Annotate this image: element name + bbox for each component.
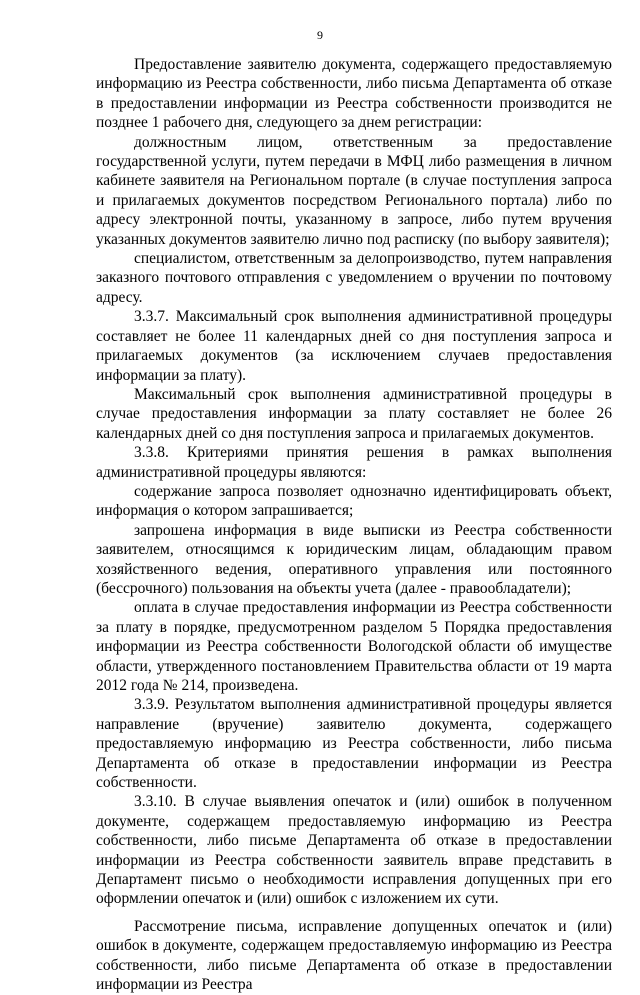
- paragraph-3-3-8: 3.3.8. Критериями принятия решения в рамках выполнения административной процедуры являются:: [96, 444, 612, 481]
- paragraph-criterion-identification: содержание запроса позволяет однозначно идентифицировать объект, информация о котором запрашивается;: [96, 482, 612, 520]
- paragraph-3-3-7: 3.3.7. Максимальный срок выполнения административной процедуры составляет не более 11 календарных дней со дня поступления запроса и прилагаемых документов (за исключением случаев предоставления информации за плату).: [96, 308, 612, 384]
- paragraph-3-3-9: 3.3.9. Результатом выполнения административной процедуры является направление (вручение) заявителю документа, содержащего предоставляемую информацию из Реестра собственности, либо письма Департамента об отказе в предоставлении информации из Реестра собственности.: [96, 696, 612, 792]
- paragraph-criterion-extract: запрошена информация в виде выписки из Реестра собственности заявителем, относящимся к юридическим лицам, обладающим правом хозяйственного ведения, оперативного управления или постоянного (бессрочного) пользования на объекты учета (далее - правообладатели);: [96, 521, 612, 597]
- paragraph-criterion-payment: оплата в случае предоставления информации из Реестра собственности за плату в порядке, предусмотренном разделом 5 Порядка предоставления информации из Реестра собственности Вологодской области об имуществе области, утвержденного постановлением Правительства области от 19 марта 2012 года № 214, произведена.: [96, 599, 612, 694]
- document-body: [96, 55, 612, 995]
- paragraph-official-delivery: должностным лицом, ответственным за предоставление государственной услуги, путем передачи в МФЦ либо размещения в личном кабинете заявителя на Региональном портале (в случае поступления запроса и прилагаемых документов посредством Регионального портала) либо по адресу электронной почты, указанному в запросе, либо путем вручения указанных документов заявителю лично под расписку (по выбору заявителя);: [96, 133, 612, 248]
- paragraph-3-3-10: 3.3.10. В случае выявления опечаток и (или) ошибок в полученном документе, содержащем предоставляемую информацию из Реестра собственности, либо письме Департамента об отказе в предоставлении информации из Реестра собственности заявитель вправе представить в Департамент письмо о необходимости исправления допущенных при его оформлении опечаток и (или) ошибок с изложением их сути.: [96, 793, 612, 908]
- page-number: 9: [317, 28, 323, 42]
- paragraph-delivery-intro: Предоставление заявителю документа, содержащего предоставляемую информацию из Реестра собственности, либо письма Департамента об отказе в предоставлении информации из Реестра собственности производится не позднее 1 рабочего дня, следующего за днем регистрации:: [96, 56, 612, 132]
- paragraph-clerk-delivery: специалистом, ответственным за делопроизводство, путем направления заказного почтового отправления с уведомлением о вручении по почтовому адресу.: [96, 250, 612, 306]
- paragraph-letter-review: Рассмотрение письма, исправление допущенных опечаток и (или) ошибок в документе, содержащем предоставляемую информацию из Реестра собственности, либо письме Департамента об отказе в предоставлении информации из Реестра: [96, 917, 612, 994]
- paragraph-paid-term: Максимальный срок выполнения административной процедуры в случае предоставления информации за плату составляет не более 26 календарных дней со дня поступления запроса и прилагаемых документов.: [96, 385, 612, 442]
